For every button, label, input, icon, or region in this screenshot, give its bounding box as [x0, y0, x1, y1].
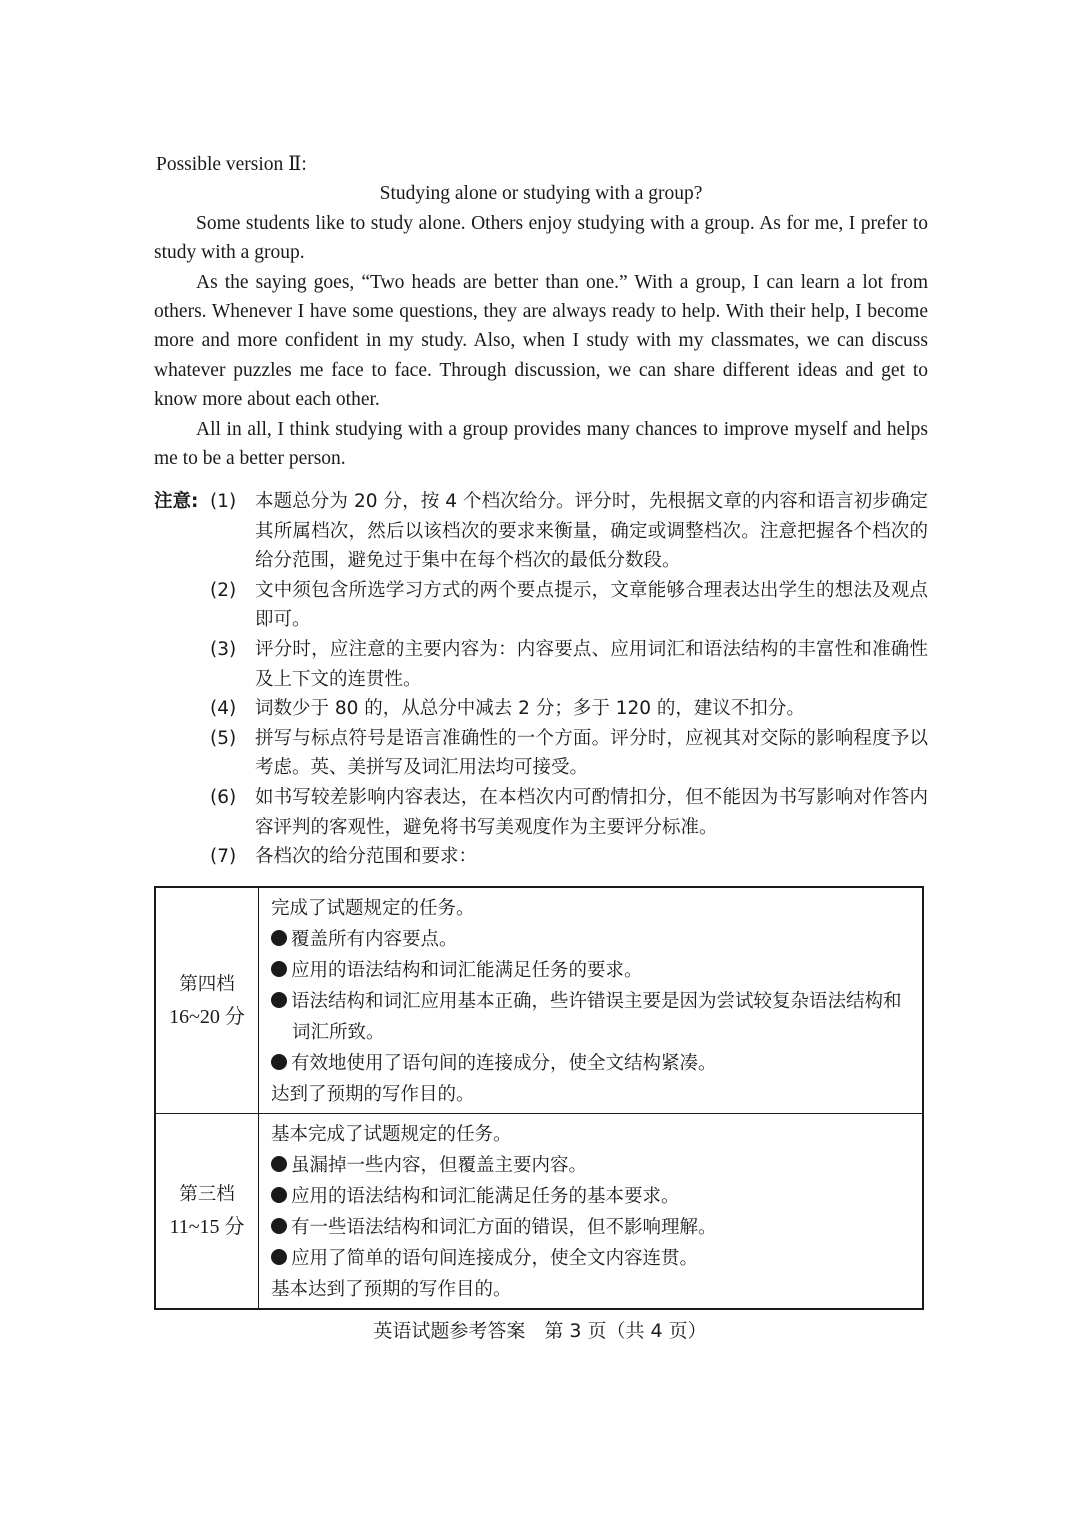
grade-level-cell — [155, 887, 259, 1114]
bullet-dot-icon — [271, 961, 287, 977]
bullet-dot-icon — [271, 1218, 287, 1234]
list-item — [271, 1150, 914, 1181]
bullet-text: 应用的语法结构和词汇能满足任务的要求。 — [291, 960, 643, 981]
bullet-text: 有效地使用了语句间的连接成分，使全文结构紧凑。 — [291, 1053, 717, 1074]
essay-paragraph: Some students like to study alone. Others enjoy studying with a group. As for me, I prefer to study with a group. — [154, 212, 928, 264]
grade-intro: 完成了试题规定的任务。 — [271, 898, 475, 919]
grade-requirements — [259, 1114, 924, 1310]
grade-level-cell — [155, 1114, 259, 1310]
bullet-dot-icon — [271, 1156, 287, 1172]
grade-range: 16~20 分 — [169, 1005, 245, 1028]
bullet-text: 覆盖所有内容要点。 — [291, 929, 458, 950]
grade-outro: 达到了预期的写作目的。 — [271, 1084, 475, 1105]
note-number: (3) — [210, 638, 237, 660]
bullet-dot-icon — [271, 992, 287, 1008]
list-item — [271, 1181, 914, 1212]
note-number: (6) — [210, 786, 237, 808]
note-item — [154, 694, 928, 724]
bullet-text: 语法结构和词汇应用基本正确，些许错误主要是因为尝试较复杂语法结构和词汇所致。 — [291, 991, 902, 1043]
note-number: (1) — [210, 491, 237, 512]
essay-title: Studying alone or studying with a group? — [379, 183, 703, 205]
grade-level: 第三档 — [179, 1184, 235, 1205]
grade-requirements — [259, 887, 924, 1114]
list-item — [271, 1212, 914, 1243]
list-item — [271, 986, 914, 1048]
note-number: (2) — [210, 579, 237, 601]
bullet-text: 有一些语法结构和词汇方面的错误，但不影响理解。 — [291, 1217, 717, 1238]
bullet-text: 虽漏掉一些内容，但覆盖主要内容。 — [291, 1155, 588, 1176]
page-footer: 英语试题参考答案 第 3 页（共 4 页） — [373, 1320, 707, 1342]
notes-heading: 注意: — [154, 491, 199, 512]
list-item — [271, 924, 914, 955]
essay-paragraph: As the saying goes, “Two heads are better than one.” With a group, I can learn a lot from others. Whenever I have some questions, they are always ready to help. With their help, I become more and more confident in my study. Also, when I study with my classmates, we can discuss whatever puzzles me face to face. Through discussion, we can share different ideas and get to know more about each other. — [154, 271, 928, 411]
grade-outro: 基本达到了预期的写作目的。 — [271, 1279, 512, 1300]
table-row — [155, 1114, 923, 1310]
list-item — [271, 955, 914, 986]
note-text: 如书写较差影响内容表达，在本档次内可酌情扣分，但不能因为书写影响对作答内容评判的客观性，避免将书写美观度作为主要评分标准。 — [255, 786, 928, 838]
sample-essay — [154, 150, 928, 473]
bullet-text: 应用了简单的语句间连接成分，使全文内容连贯。 — [291, 1248, 699, 1269]
bullet-dot-icon — [271, 1187, 287, 1203]
note-item — [154, 724, 928, 783]
note-text: 词数少于 80 的，从总分中减去 2 分；多于 120 的，建议不扣分。 — [255, 698, 805, 720]
bullet-text: 应用的语法结构和词汇能满足任务的基本要求。 — [291, 1186, 680, 1207]
note-item — [154, 487, 928, 576]
note-text: 评分时，应注意的主要内容为：内容要点、应用词汇和语法结构的丰富性和准确性及上下文的连贯性。 — [255, 638, 928, 690]
note-item — [154, 842, 928, 872]
version-label: Possible version Ⅱ: — [156, 154, 307, 175]
bullet-dot-icon — [271, 1054, 287, 1070]
grading-table — [154, 886, 924, 1310]
note-text: 文中须包含所选学习方式的两个要点提示，文章能够合理表达出学生的想法及观点即可。 — [255, 579, 928, 631]
bullet-dot-icon — [271, 930, 287, 946]
list-item — [271, 1243, 914, 1274]
table-row — [155, 887, 923, 1114]
grade-range: 11~15 分 — [169, 1216, 245, 1238]
list-item — [271, 1048, 914, 1079]
note-text: 本题总分为 20 分，按 4 个档次给分。评分时，先根据文章的内容和语言初步确定其所属档次，然后以该档次的要求来衡量，确定或调整档次。注意把握各个档次的给分范围，避免过于集中在每个档次的最低分数段。 — [255, 491, 928, 572]
note-item — [154, 576, 928, 635]
note-number: (5) — [210, 727, 237, 749]
note-item — [154, 783, 928, 842]
scoring-notes — [154, 487, 928, 872]
grade-intro: 基本完成了试题规定的任务。 — [271, 1124, 512, 1145]
note-item — [154, 635, 928, 694]
essay-paragraph: All in all, I think studying with a group provides many chances to improve myself and helps me to be a better person. — [154, 418, 928, 470]
note-number: (4) — [210, 698, 237, 720]
note-number: (7) — [210, 846, 237, 868]
bullet-dot-icon — [271, 1249, 287, 1265]
grade-level: 第四档 — [179, 973, 235, 995]
note-text: 拼写与标点符号是语言准确性的一个方面。评分时，应视其对交际的影响程度予以考虑。英、美拼写及词汇用法均可接受。 — [255, 727, 928, 779]
note-text: 各档次的给分范围和要求： — [255, 846, 478, 868]
